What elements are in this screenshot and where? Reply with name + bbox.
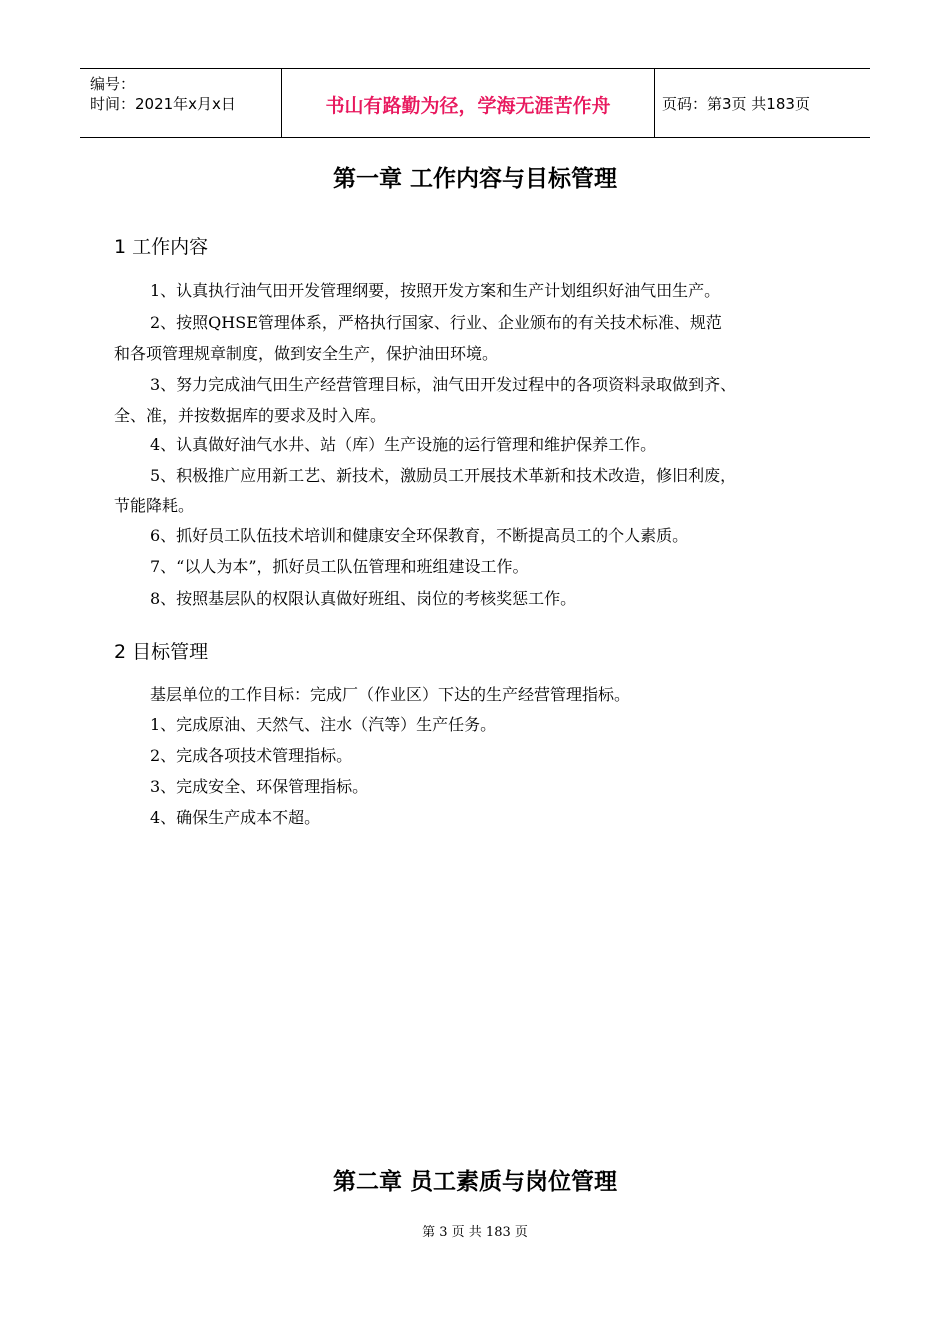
section-2-line-1: 基层单位的工作目标：完成厂（作业区）下达的生产经营管理指标。 — [150, 685, 631, 704]
header-motto-cell — [281, 69, 655, 137]
section-1-line-4: 3、努力完成油气田生产经营管理目标，油气田开发过程中的各项资料录取做到齐、 — [150, 375, 737, 394]
section-1-line-10: 7、“以人为本”，抓好员工队伍管理和班组建设工作。 — [150, 557, 529, 576]
page-footer: 第 3 页 共 183 页 — [422, 1225, 528, 1240]
section-1-line-8: 节能降耗。 — [114, 496, 195, 515]
section-2-title: 2 目标管理 — [114, 641, 209, 663]
header-page-cell — [654, 69, 870, 137]
section-1-title: 1 工作内容 — [114, 236, 209, 258]
chapter-1-title: 第一章 工作内容与目标管理 — [332, 166, 617, 192]
section-1-line-3: 和各项管理规章制度，做到安全生产，保护油田环境。 — [114, 344, 499, 363]
header-number-label: 编号： — [90, 75, 136, 93]
section-2-line-3: 2、完成各项技术管理指标。 — [150, 746, 353, 765]
section-2-line-2: 1、完成原油、天然气、注水（汽等）生产任务。 — [150, 715, 497, 734]
section-1-line-11: 8、按照基层队的权限认真做好班组、岗位的考核奖惩工作。 — [150, 589, 577, 608]
section-1-line-9: 6、抓好员工队伍技术培训和健康安全环保教育，不断提高员工的个人素质。 — [150, 526, 689, 545]
section-1-line-1: 1、认真执行油气田开发管理纲要，按照开发方案和生产计划组织好油气田生产。 — [150, 281, 721, 300]
section-1-line-7: 5、积极推广应用新工艺、新技术，激励员工开展技术革新和技术改造，修旧利废， — [150, 466, 737, 485]
section-2-line-5: 4、确保生产成本不超。 — [150, 808, 321, 827]
page-header — [80, 68, 870, 138]
section-1-line-5: 全、准，并按数据库的要求及时入库。 — [114, 406, 387, 425]
chapter-2-title: 第二章 员工素质与岗位管理 — [332, 1169, 617, 1195]
header-page-code: 页码：第3页 共183页 — [662, 95, 810, 113]
header-info-cell — [80, 69, 280, 137]
section-1-line-6: 4、认真做好油气水井、站（库）生产设施的运行管理和维护保养工作。 — [150, 435, 657, 454]
section-1-line-2: 2、按照QHSE管理体系，严格执行国家、行业、企业颁布的有关技术标准、规范 — [150, 313, 722, 332]
section-2-line-4: 3、完成安全、环保管理指标。 — [150, 777, 369, 796]
header-time-label: 时间：2021年x月x日 — [90, 95, 236, 113]
header-motto: 书山有路勤为径，学海无涯苦作舟 — [325, 95, 611, 117]
